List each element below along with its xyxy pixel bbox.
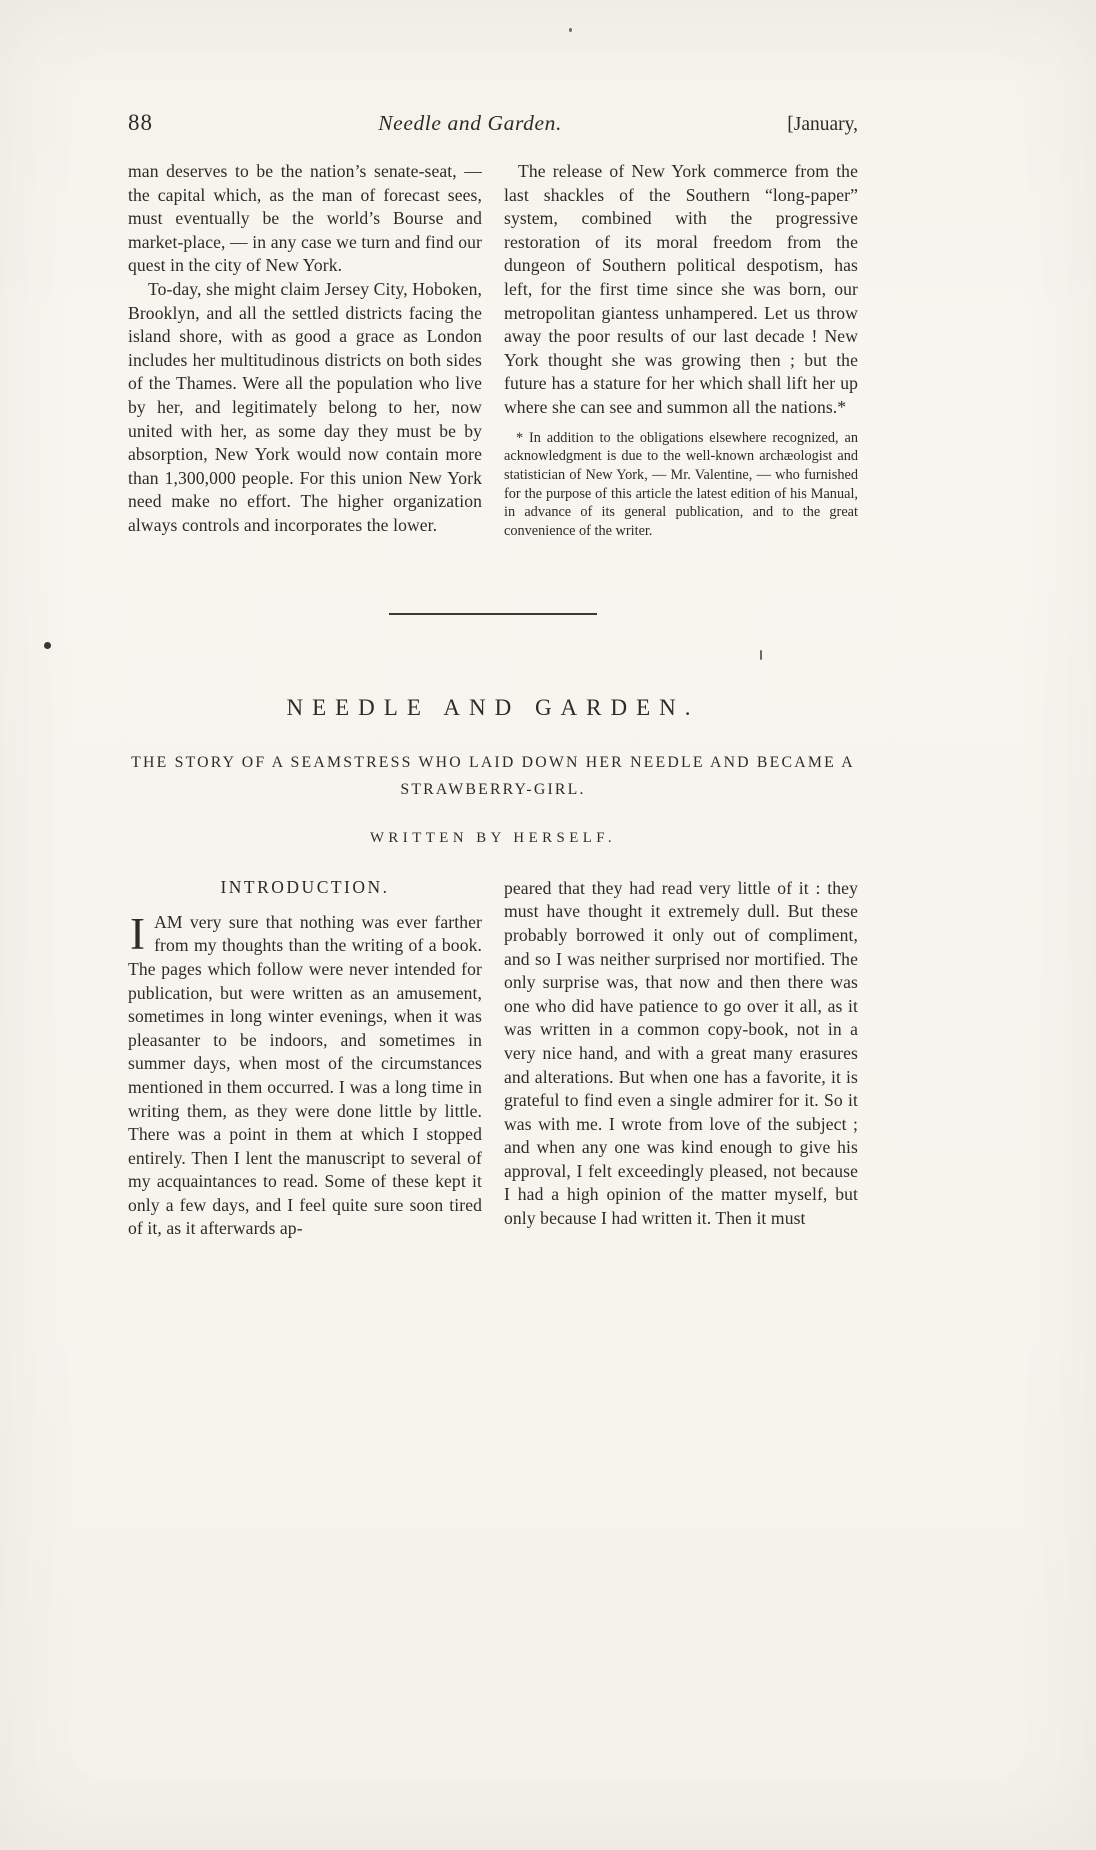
introduction-section — [128, 877, 858, 1241]
paragraph: To-day, she might claim Jersey City, Hoboken, Brooklyn, and all the settled districts facing the island shore, with as good a grace as London includes her multitudinous districts on both sides of the Thames. Were all the population who live by her, and legitimately belong to her, now united with her, as some day they must be by absorption, New York would now contain more than 1,300,000 people. For this union New York need make no effort. The higher organization always controls and incorporates the lower. — [128, 278, 482, 535]
running-title: Needle and Garden. — [378, 111, 562, 135]
article-subtitle: THE STORY OF A SEAMSTRESS WHO LAID DOWN HER NEEDLE AND BECAME A STRAWBERRY-GIRL. — [131, 753, 855, 798]
footnote: * In addition to the obligations elsewhere recognized, an acknowledgment is due to the well-known archæologist and statistician of New York, — Mr. Valentine, — who furnished for the purpose of this article the latest edition of his Manual, in advance of its general publication, and to the great convenience of the writer. — [504, 429, 858, 540]
running-header — [128, 110, 858, 136]
paragraph: man deserves to be the nation’s senate-seat, — the capital which, as the man of forecast sees, must eventually be the world’s Bourse and market-place, — in any case we turn and find our quest in the city of New York. — [128, 161, 482, 276]
left-column — [128, 877, 482, 1241]
article-divider-rule — [389, 613, 597, 615]
continuation-paragraph: peared that they had read very little of it : they must have thought it extremely dull. But these probably borrowed it only out of compliment, and so I was neither surprised nor mortified. The only surprise was, that now and then there was one who did have patience to go over it all, as it was written in a common copy-book, not in a very nice hand, and with a great many erasures and alterations. But when one has a favorite, it is grateful to find even a single admirer for it. So it was with me. I wrote from love of the subject ; and when any one was kind enough to give his approval, I felt exceedingly pleased, not because I had a high opinion of the matter myself, but only because I had written it. Then it must — [504, 877, 858, 1229]
opening-paragraph — [128, 908, 482, 1241]
page-number: 88 — [128, 110, 153, 135]
right-column — [504, 160, 858, 541]
right-column — [504, 877, 858, 1241]
issue-date: [January, — [787, 114, 858, 135]
scan-speck — [569, 28, 572, 32]
opening-paragraph-text: AM very sure that nothing was ever farther from my thoughts than the writing of a book. The pages which follow were never intended for publication, but were written as an amusement, sometimes in long winter evenings, when it was pleasanter to be indoors, and sometimes in summer days, when most of the circumstances mentioned in them occurred. I was a long time in writing them, as they were done little by little. There was a point in them at which I stopped entirely. Then I lent the manuscript to several of my acquaintances to read. Some of these kept it only a few days, and I feel quite sure soon tired of it, as it afterwards ap- — [128, 911, 482, 1239]
chapter-heading: INTRODUCTION. — [220, 876, 390, 897]
article-byline: WRITTEN BY HERSELF. — [369, 829, 617, 846]
article-title: NEEDLE AND GARDEN. — [286, 694, 700, 720]
paragraph: The release of New York commerce from the last shackles of the Southern “long-paper” system, combined with the progressive restoration of its moral freedom from the dungeon of Southern political despotism, has left, for the first time since she was born, our metropolitan giantess unhampered. Let us throw away the poor results of our last decade ! New York thought she was growing then ; but the future has a stature for her which shall lift her up where she can see and summon all the nations.* — [504, 161, 858, 417]
ink-speck — [44, 642, 51, 649]
page-content — [128, 110, 858, 1241]
previous-article-end — [128, 160, 858, 541]
left-column — [128, 160, 482, 541]
drop-cap: I — [130, 908, 146, 959]
